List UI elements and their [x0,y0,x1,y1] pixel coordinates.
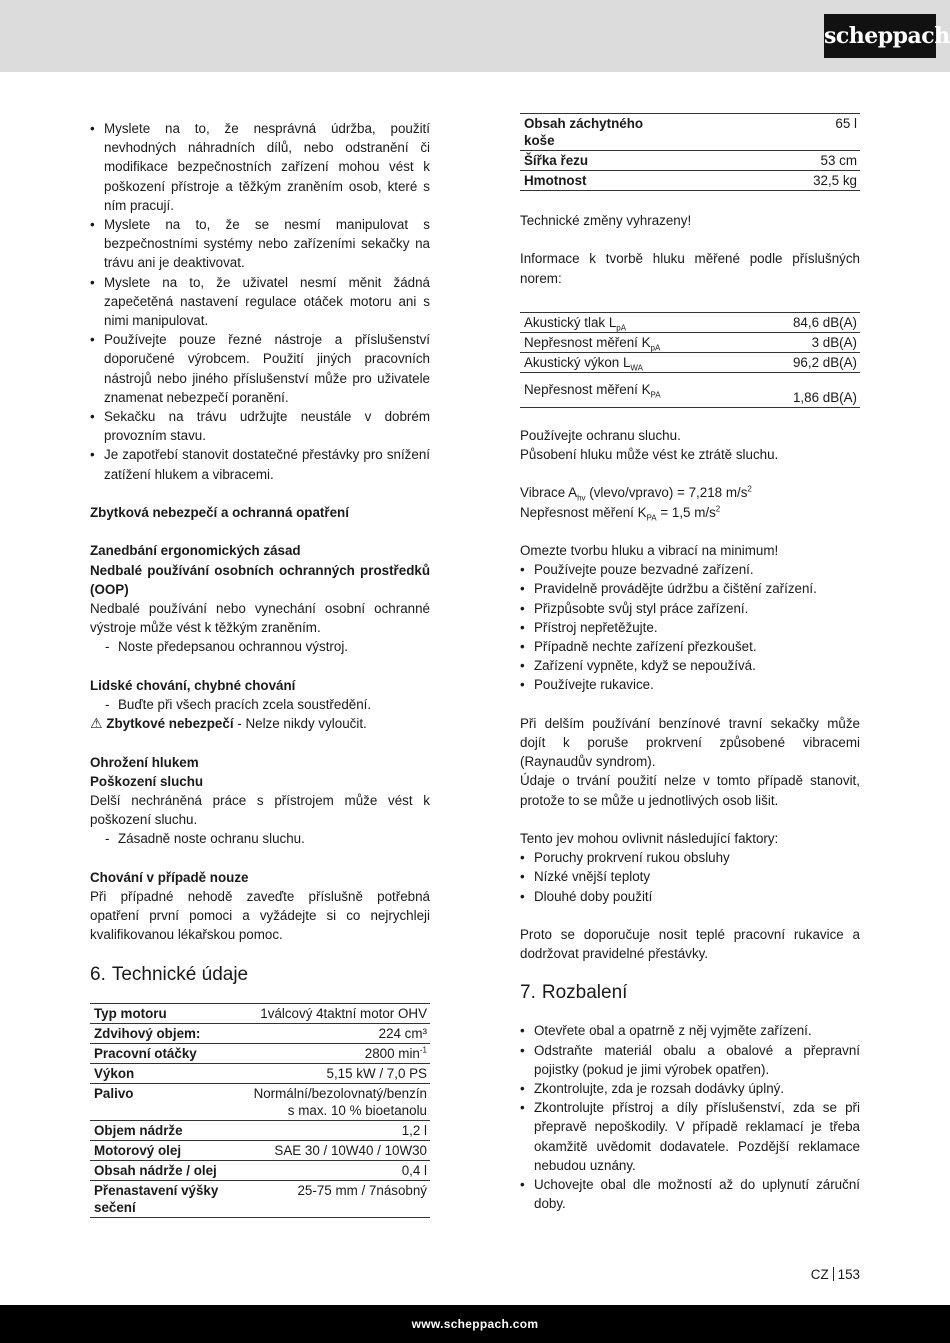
unpacking-item: • Zkontrolujte, zda je rozsah dodávky úplný. [520,1079,860,1098]
spec-row [90,1160,430,1180]
noise-info-text: Informace k tvorbě hluku měřené podle příslušných norem: [520,251,860,286]
spec-row [90,1140,430,1160]
limit-noise-heading: Omezte tvorbu hluku a vibrací na minimum! [520,542,779,558]
brand-logo: scheppach [824,14,936,58]
spec-row [520,151,860,171]
ppe-heading: Nedbalé používání osobních ochranných prostředků (OOP) [90,562,430,597]
factor-item: • Nízké vnější teploty [520,867,860,886]
noise-row [520,312,860,332]
noise-row [520,372,860,407]
page-number: CZ 153 [810,1267,860,1282]
spec-label: Palivo [90,1083,250,1120]
factors-heading: Tento jev mohou ovlivnit následující faktory: [520,831,779,846]
safety-bullet-item: • Sekačku na trávu udržujte neustále v dobrém provozním stavu. [90,407,430,445]
unpacking-item: • Otevřete obal a opatrně z něj vyjměte zařízení. [520,1021,860,1040]
spec-row [520,114,860,151]
limit-noise-item: • Pravidelně provádějte údržbu a čištění zařízení. [520,579,860,598]
noise-value: 84,6 dB(A) [748,312,861,332]
technical-changes-note: Technické změny vyhrazeny! [520,213,692,228]
spec-label: Motorový olej [90,1140,250,1160]
factor-item: • Poruchy prokrvení rukou obsluhy [520,848,860,867]
spec-value: 224 cm³ [250,1023,430,1043]
spec-row [90,1023,430,1043]
spec-row [90,1003,430,1023]
safety-bullet-item: • Používejte pouze řezné nástroje a příslušenství doporučené výrobcem. Použití jiných pracovních nástrojů nebo jiného příslušenství může pro uživatele znamenat nebezpečí poranění. [90,330,430,407]
footer-url[interactable]: www.scheppach.com [411,1317,539,1331]
noise-row [520,332,860,352]
vibration-uncertainty: Nepřesnost měření $K_{PA} = 1,5$ $m/s^2$ [520,504,721,523]
residual-risk-text: - Nelze nikdy vyloučit. [233,716,367,732]
safety-bullet-item: • Myslete na to, že uživatel nesmí měnit žádná zapečetěná nastavení regulace otáček motoru ani s nimi manipulovat. [90,273,430,331]
spec-label: Typ motoru [90,1003,250,1023]
residual-risk-line [90,714,430,733]
ergonomics-heading: Zanedbání ergonomických zásad [90,543,301,559]
spec-label: Obsah nádrže / olej [90,1160,250,1180]
limit-noise-item: • Používejte rukavice. [520,675,860,694]
spec-value: 1,2 l [250,1120,430,1140]
limit-noise-item: • Případně nechte zařízení přezkoušet. [520,637,860,656]
right-column [520,113,860,1213]
spec-value: 2800 $\min^{-1}$ [250,1043,430,1063]
spec-label: Výkon [90,1063,250,1083]
noise-label: Akustický tlak $L_{pA}$ [520,312,748,332]
warning-triangle-icon: ⚠ [90,715,103,732]
emergency-heading: Chování v případě nouze [90,869,249,885]
technical-data-table-continued [520,113,860,191]
spec-value: 53 cm [663,151,860,171]
spec-row [90,1063,430,1083]
safety-bullet-list [90,119,430,484]
footer-bar [0,1305,950,1343]
spec-value: 0,4 l [250,1160,430,1180]
safety-bullet-item: • Je zapotřebí stanovit dostatečné přestávky pro snížení zatížení hlukem a vibracemi. [90,445,430,483]
spec-row [90,1180,430,1217]
spec-label: Obsah záchytného koše [520,114,663,151]
spec-value: SAE 30 / 10W40 / 10W30 [250,1140,430,1160]
spec-row [90,1043,430,1063]
hearing-loss-note: Působení hluku může vést ke ztrátě sluchu. [520,447,779,462]
spec-value: 5,15 kW / 7,0 PS [250,1063,430,1083]
unpacking-item: • Zkontrolujte přístroj a díly příslušenství, zda se při přepravě nepoškodily. V případě reklamací je třeba okamžitě uvědomit dodavatele. Pozdější reklamace nebudou uznány. [520,1098,860,1175]
hearing-damage-heading: Poškození sluchu [90,773,204,789]
spec-label: Pracovní otáčky [90,1043,250,1063]
gloves-text: Proto se doporučuje nosit teplé pracovní rukavice a dodržovat pravidelné přestávky. [520,927,860,962]
hearing-damage-text: Delší nechráněná práce s přístrojem může vést k poškození sluchu. [90,793,430,828]
spec-value: 1válcový 4taktní motor OHV [250,1003,430,1023]
unpacking-item: • Odstraňte materiál obalu a obalové a přepravní pojistky (pokud je jimi výrobek opatřen). [520,1041,860,1079]
human-behavior-heading: Lidské chování, chybné chování [90,677,296,693]
unpacking-list [520,1021,860,1213]
residual-risk-label: Zbytkové nebezpečí [106,716,234,732]
unpacking-item: • Uchovejte obal dle možností až do uplynutí záruční doby. [520,1175,860,1213]
spec-value: 25-75 mm / 7násobný [250,1180,430,1217]
residual-risks-heading: Zbytková nebezpečí a ochranná opatření [90,505,349,521]
limit-noise-item: • Přístroj nepřetěžujte. [520,618,860,637]
limit-noise-item: • Zařízení vypněte, když se nepoužívá. [520,656,860,675]
spec-label: Objem nádrže [90,1120,250,1140]
spec-label: Hmotnost [520,171,663,191]
spec-row [90,1120,430,1140]
ppe-dash-item: - Noste předepsanou ochrannou výstroj. [90,637,430,656]
factor-item: • Dlouhé doby použití [520,887,860,906]
noise-value: 96,2 dB(A) [748,352,861,372]
spec-value: Normální/bezolovnatý/benzín s max. 10 % bioetanolu [250,1083,430,1120]
limit-noise-list [520,560,860,694]
safety-bullet-item: • Myslete na to, že se nesmí manipulovat s bezpečnostními systémy nebo zařízeními sekačky na trávu ani je deaktivovat. [90,215,430,273]
spec-label: Zdvihový objem: [90,1023,250,1043]
spec-row [90,1083,430,1120]
noise-label: Nepřesnost měření $K_{pA}$ [520,332,748,352]
noise-value: 1,86 dB(A) [748,372,861,407]
limit-noise-item: • Používejte pouze bezvadné zařízení. [520,560,860,579]
spec-row [520,171,860,191]
left-column [90,119,430,1218]
hearing-dash-item: - Zásadně noste ochranu sluchu. [90,829,430,848]
factors-list [520,848,860,906]
spec-value: 65 l [663,114,860,151]
technical-data-table [90,1003,430,1218]
raynaud-text: Při delším používání benzínové travní sekačky může dojít k poruše prokrvení způsobené vibracemi (Raynaudův syndrom). [520,715,860,770]
section-7-heading: 7. Rozbalení [520,982,628,1004]
noise-value: 3 dB(A) [748,332,861,352]
human-dash-item: - Buďte při všech pracích zcela soustředění. [90,695,430,714]
safety-bullet-item: • Myslete na to, že nesprávná údržba, použití nevhodných náhradních dílů, nebo odstranění či modifikace bezpečnostních zařízení mohou vést k poškození přístroje a těžkým zraněním osob, které s ním pracují. [90,119,430,215]
noise-label: Nepřesnost měření $K_{PA}$ [520,372,748,407]
emergency-text: Při případné nehodě zaveďte příslušně potřebná opatření první pomoci a vyžádejte si co nejrychleji kvalifikovanou lékařskou pomoc. [90,889,430,943]
spec-label: Šířka řezu [520,151,663,171]
vibration-value: Vibrace $A_{hv}$ (vlevo/vpravo) = 7,218 $m/s^2$ [520,484,752,504]
spec-value: 32,5 kg [663,171,860,191]
noise-values-table [520,312,860,408]
hearing-protection-note: Používejte ochranu sluchu. [520,427,681,443]
noise-row [520,352,860,372]
ppe-text: Nedbalé používání nebo vynechání osobní ochranné výstroje může vést k těžkým zraněním. [90,601,430,636]
noise-label: Akustický výkon $L_{WA}$ [520,352,748,372]
header-bar [0,0,950,72]
section-6-heading: 6. Technické údaje [90,963,249,985]
spec-label: Přenastavení výšky sečení [90,1180,250,1217]
duration-text: Údaje o trvání použití nelze v tomto případě stanovit, protože to se může u jednotlivých osob lišit. [520,773,860,808]
noise-hazard-heading: Ohrožení hlukem [90,754,199,770]
limit-noise-item: • Přizpůsobte svůj styl práce zařízení. [520,599,860,618]
